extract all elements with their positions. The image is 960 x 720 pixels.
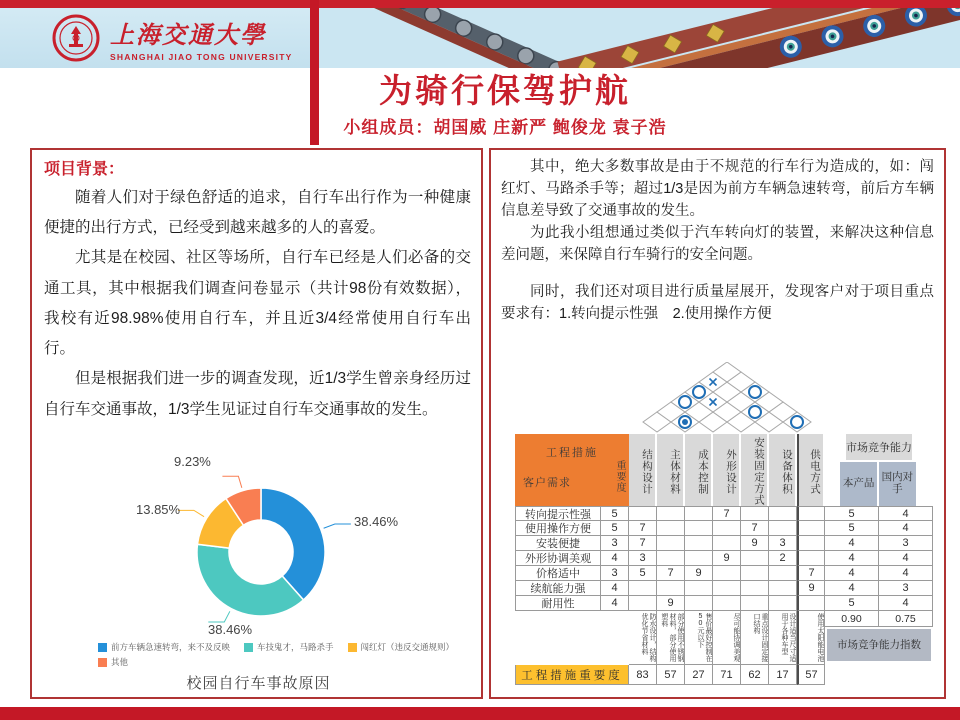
qfd-target: 设计适当尺寸适用于各种车型 bbox=[769, 611, 797, 665]
qfd-cell: 7 bbox=[713, 506, 741, 521]
qfd-cell: 9 bbox=[797, 581, 825, 596]
qfd-cell bbox=[657, 521, 685, 536]
roof-mark-strong bbox=[682, 419, 688, 425]
qfd-market-cell: 4 bbox=[879, 596, 933, 611]
qfd-cell bbox=[797, 596, 825, 611]
qfd-corner-cell: 工程措施 客户需求 重要度 bbox=[515, 434, 629, 506]
qfd-market-cell: 4 bbox=[879, 551, 933, 566]
qfd-cell bbox=[685, 521, 713, 536]
qfd-cell bbox=[769, 581, 797, 596]
qfd-cell: 7 bbox=[657, 566, 685, 581]
qfd-measure-header: 供电方式 bbox=[797, 434, 825, 506]
qfd-importance-value: 62 bbox=[741, 665, 769, 685]
qfd-measure-header: 安装固定方式 bbox=[741, 434, 769, 506]
qfd-target: 使用太阳能电池 bbox=[797, 611, 825, 665]
qfd-weight: 3 bbox=[601, 536, 629, 551]
team-members: 小组成员：胡国威 庄新严 鲍俊龙 袁子浩 bbox=[343, 117, 667, 137]
qfd-market-cell: 3 bbox=[879, 536, 933, 551]
analysis-panel bbox=[489, 148, 946, 699]
qfd-cell bbox=[657, 551, 685, 566]
legend-swatch-icon bbox=[348, 643, 357, 652]
paragraph: 其中，绝大多数事故是由于不规范的行车行为造成的，如：闯红灯、马路杀手等；超过1/3是因为前方车辆急速转弯，前后方车辆信息差导致了交通事故的发生。 bbox=[501, 159, 934, 220]
qfd-cell bbox=[769, 521, 797, 536]
qfd-cell: 7 bbox=[629, 536, 657, 551]
legend-item: 前方车辆急速转弯，来不及反映 bbox=[98, 641, 230, 653]
qfd-importance-value: 83 bbox=[629, 665, 657, 685]
qfd-cell: 7 bbox=[741, 521, 769, 536]
qfd-market-cell: 4 bbox=[825, 551, 879, 566]
page-title: 为骑行保驾护航 bbox=[379, 72, 631, 109]
qfd-roof-matrix bbox=[515, 362, 933, 434]
qfd-cell bbox=[741, 581, 769, 596]
qfd-cell bbox=[629, 581, 657, 596]
qfd-importance-value: 57 bbox=[657, 665, 685, 685]
qfd-need-label: 安装便捷 bbox=[515, 536, 601, 551]
qfd-importance-value: 57 bbox=[797, 665, 825, 685]
qfd-cell: 3 bbox=[629, 551, 657, 566]
qfd-need-label: 续航能力强 bbox=[515, 581, 601, 596]
slice-label: 9.23% bbox=[174, 454, 211, 469]
qfd-cell bbox=[741, 566, 769, 581]
qfd-cell bbox=[629, 506, 657, 521]
qfd-empty-cell bbox=[515, 611, 629, 665]
qfd-cell bbox=[741, 551, 769, 566]
slice-label: 13.85% bbox=[136, 502, 181, 517]
qfd-target: 售价最好控制在50元以下 bbox=[685, 611, 713, 665]
legend-swatch-icon bbox=[244, 643, 253, 652]
qfd-market-cell: 4 bbox=[825, 566, 879, 581]
qfd-cell: 9 bbox=[685, 566, 713, 581]
paragraph: 同时，我们还对项目进行质量屋展开，发现客户对于项目重点要求有：1.转向提示性强 2.使用操作方便 bbox=[501, 284, 934, 323]
qfd-importance-label: 工程措施重要度 bbox=[515, 665, 629, 685]
qfd-cell bbox=[629, 596, 657, 611]
qfd-weight: 5 bbox=[601, 521, 629, 536]
qfd-cell bbox=[657, 506, 685, 521]
qfd-market-header: 市场竞争能力 本产品 国内对手 bbox=[825, 434, 933, 506]
qfd-cell bbox=[797, 536, 825, 551]
qfd-need-label: 使用操作方便 bbox=[515, 521, 601, 536]
qfd-cell bbox=[769, 506, 797, 521]
roof-mark-circle bbox=[679, 396, 691, 408]
qfd-target: 部分使用不锈钢材料，部分使用塑料 bbox=[657, 611, 685, 665]
qfd-cell bbox=[657, 536, 685, 551]
paragraph: 但是根据我们进一步的调查发现，近1/3学生曾亲身经历过自行车交通事故，1/3学生见证过自行车交通事故的发生。 bbox=[44, 370, 471, 418]
chart-title: 校园自行车事故原因 bbox=[186, 675, 331, 692]
qfd-cell bbox=[713, 521, 741, 536]
qfd-importance-value: 71 bbox=[713, 665, 741, 685]
quality-house bbox=[515, 362, 935, 685]
university-name-en: SHANGHAI JIAO TONG UNIVERSITY bbox=[110, 51, 293, 62]
project-background-panel bbox=[30, 148, 483, 699]
qfd-weight: 4 bbox=[601, 596, 629, 611]
qfd-measure-header: 成本控制 bbox=[685, 434, 713, 506]
slice-label: 38.46% bbox=[208, 622, 253, 637]
qfd-cell: 9 bbox=[741, 536, 769, 551]
qfd-market-cell: 4 bbox=[879, 521, 933, 536]
qfd-need-label: 外形协调美观 bbox=[515, 551, 601, 566]
qfd-market-cell: 3 bbox=[879, 581, 933, 596]
qfd-need-label: 转向提示性强 bbox=[515, 506, 601, 521]
qfd-cell bbox=[685, 506, 713, 521]
qfd-weight: 4 bbox=[601, 551, 629, 566]
label-leader-line bbox=[222, 476, 241, 488]
header-banner bbox=[0, 8, 960, 68]
qfd-cell: 3 bbox=[769, 536, 797, 551]
paragraph: 尤其是在校园、社区等场所，自行车已经是人们必备的交通工具，其中根据我们调查问卷显示（共计98份有效数据），我校有近98.98%使用自行车，并且近3/4经常使用自行车出行。 bbox=[44, 249, 471, 358]
qfd-measure-header: 结构设计 bbox=[629, 434, 657, 506]
qfd-cell bbox=[769, 596, 797, 611]
qfd-cell bbox=[741, 506, 769, 521]
top-red-bar bbox=[0, 0, 960, 8]
qfd-measure-header: 设备体积 bbox=[769, 434, 797, 506]
qfd-need-label: 耐用性 bbox=[515, 596, 601, 611]
legend-item: 闯红灯（违反交通规则） bbox=[348, 641, 455, 653]
qfd-cell bbox=[797, 551, 825, 566]
qfd-cell bbox=[741, 596, 769, 611]
label-leader-line bbox=[208, 611, 230, 622]
sjtu-seal-icon bbox=[52, 14, 100, 62]
section-heading: 项目背景： bbox=[44, 161, 125, 178]
qfd-market-cell: 5 bbox=[825, 521, 879, 536]
qfd-cell: 7 bbox=[629, 521, 657, 536]
paragraph: 为此我小组想通过类似于汽车转向灯的装置，来解决这种信息差问题，来保障自行车骑行的安全问题。 bbox=[501, 225, 934, 264]
legend-item: 车技鬼才，马路杀手 bbox=[244, 641, 334, 653]
qfd-weight: 3 bbox=[601, 566, 629, 581]
qfd-cell: 9 bbox=[713, 551, 741, 566]
accident-cause-chart bbox=[36, 452, 481, 698]
qfd-cell bbox=[685, 581, 713, 596]
qfd-table bbox=[515, 434, 933, 685]
qfd-market-cell: 4 bbox=[825, 581, 879, 596]
qfd-cell bbox=[713, 536, 741, 551]
qfd-measure-header: 主体材料 bbox=[657, 434, 685, 506]
university-logo bbox=[52, 14, 292, 62]
qfd-cell bbox=[797, 506, 825, 521]
qfd-market-cell: 4 bbox=[879, 566, 933, 581]
qfd-cell bbox=[713, 596, 741, 611]
qfd-weight: 4 bbox=[601, 581, 629, 596]
qfd-empty-cell bbox=[825, 665, 933, 685]
donut-chart bbox=[36, 452, 481, 638]
qfd-cell bbox=[657, 581, 685, 596]
qfd-market-index: 0.90 0.75 市场竞争能力指数 bbox=[825, 611, 933, 665]
label-leader-line bbox=[324, 524, 351, 528]
qfd-cell bbox=[769, 566, 797, 581]
legend-swatch-icon bbox=[98, 643, 107, 652]
qfd-cell bbox=[797, 521, 825, 536]
qfd-importance-value: 27 bbox=[685, 665, 713, 685]
qfd-cell: 9 bbox=[657, 596, 685, 611]
qfd-cell bbox=[685, 551, 713, 566]
qfd-cell bbox=[713, 581, 741, 596]
qfd-market-cell: 4 bbox=[825, 536, 879, 551]
roof-mark-circle bbox=[693, 386, 705, 398]
label-leader-line bbox=[178, 510, 204, 516]
qfd-cell bbox=[685, 536, 713, 551]
qfd-cell bbox=[713, 566, 741, 581]
qfd-market-cell: 5 bbox=[825, 596, 879, 611]
qfd-target: 重点设计固定接口结构 bbox=[741, 611, 769, 665]
temple-roof-photo bbox=[318, 8, 960, 68]
qfd-cell: 5 bbox=[629, 566, 657, 581]
qfd-target: 尽可能协调美观 bbox=[713, 611, 741, 665]
legend-item: 其他 bbox=[98, 656, 128, 668]
qfd-importance-value: 17 bbox=[769, 665, 797, 685]
title-block bbox=[50, 72, 960, 138]
qfd-cell bbox=[685, 596, 713, 611]
paragraph: 随着人们对于绿色舒适的追求，自行车出行作为一种健康便捷的出行方式，已经受到越来越多的人的喜爱。 bbox=[44, 189, 471, 237]
qfd-cell: 7 bbox=[797, 566, 825, 581]
qfd-cell: 2 bbox=[769, 551, 797, 566]
slice-label: 38.46% bbox=[354, 514, 399, 529]
qfd-target: 防水设计，结构优化节省材料 bbox=[629, 611, 657, 665]
qfd-market-cell: 4 bbox=[879, 506, 933, 521]
roof-mark-circle bbox=[749, 386, 761, 398]
chart-legend bbox=[98, 641, 478, 671]
qfd-market-cell: 5 bbox=[825, 506, 879, 521]
bottom-red-bar bbox=[0, 707, 960, 720]
qfd-need-label: 价格适中 bbox=[515, 566, 601, 581]
roof-mark-circle bbox=[791, 416, 803, 428]
qfd-weight: 5 bbox=[601, 506, 629, 521]
roof-mark-circle bbox=[749, 406, 761, 418]
legend-swatch-icon bbox=[98, 658, 107, 667]
university-name-cn: 上海交通大學 bbox=[110, 21, 266, 49]
qfd-measure-header: 外形设计 bbox=[713, 434, 741, 506]
